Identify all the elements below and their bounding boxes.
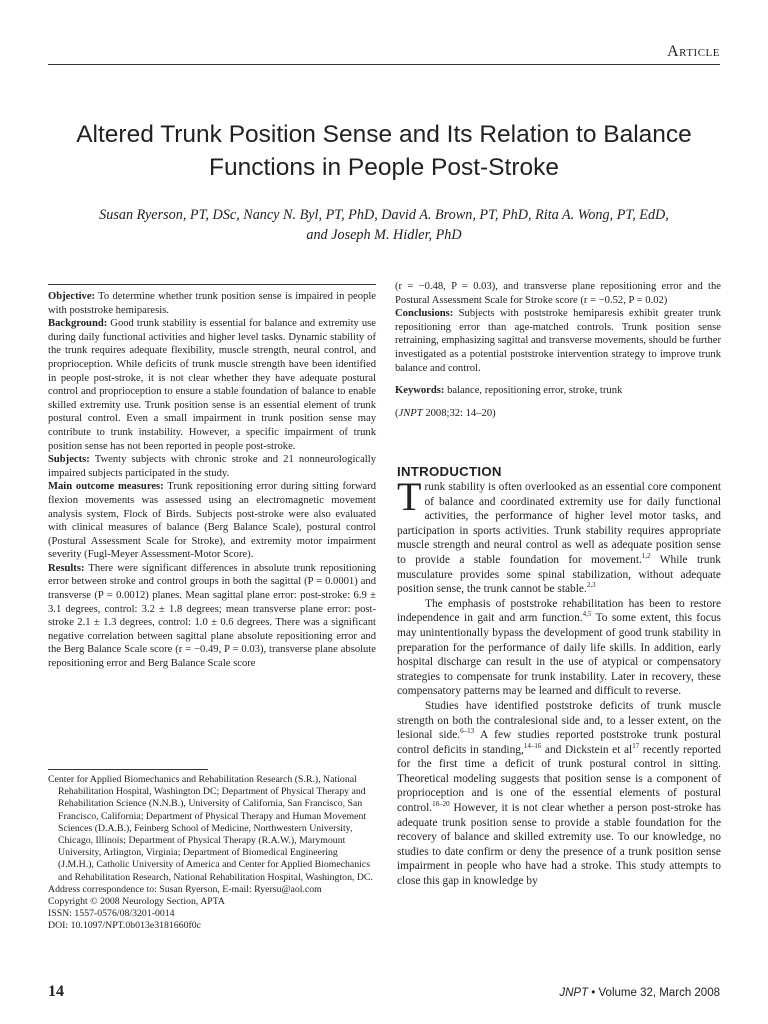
measures-text: Trunk repositioning error during sitting forward flexion movements was assessed using an electromagnetic movement analysis system, Flock of Birds. Subjects post-stroke were also evaluated with clinical measures of balance (Berg Balance Scale), postural control (Postural Assessment Scale for Stroke), and extremity motor impairment severity (Fugl-Meyer Assessment-Motor Score).: [48, 481, 376, 561]
objective-text: To determine whether trunk position sense is impaired in people with poststroke hemiparesis.: [48, 291, 376, 316]
drop-cap: T: [397, 474, 422, 519]
authors-line-1: Susan Ryerson, PT, DSc, Nancy N. Byl, PT, PhD, David A. Brown, PT, PhD, Rita A. Wong, PT, EdD,: [99, 207, 669, 223]
p3-text-b: A few studies reported poststroke trunk postural control deficits in standing,: [397, 729, 721, 756]
p3-text-d: recently reported for the first time a deficit of trunk postural control in sitting. Theoretical modeling suggests that position sense is a component of proprioception and is one of the essential elements of postural control.: [397, 743, 721, 815]
subjects-text: Twenty subjects with chronic stroke and 21 nonneurologically impaired subjects participated in the study.: [48, 454, 376, 479]
p2-text-b: To some extent, this focus may unintentionally bypass the development of good trunk stability in preparation for the performance of daily life skills. In addition, early hospital discharge can result in the use of atypical or compensatory strategies to compensate for trunk instability. Later in recovery, these compensatory patterns may be learned and difficult to reverse.: [397, 612, 721, 698]
measures-label: Main outcome measures:: [48, 481, 164, 493]
title-line-2: Functions in People Post-Stroke: [209, 154, 559, 181]
abstract-conclusions: [395, 307, 721, 375]
affiliations: [48, 774, 376, 933]
correspondence: Address correspondence to: Susan Ryerson, E-mail: Ryersu@aol.com: [48, 883, 322, 895]
abstract-objective: [48, 290, 376, 317]
background-label: Background:: [48, 318, 108, 330]
citation-open: (: [395, 407, 399, 419]
affiliation-text: Center for Applied Biomechanics and Rehabilitation Research (S.R.), National Rehabilitation Hospital, Washington DC; Department of Physical Therapy and Rehabilitation Science (N.N.B.), University of California, San Francisco, San Francisco, California; Department of Physical Therapy and Human Movement Sciences (D.A.B.), Feinberg School of Medicine, Northwestern University, Chicago, Illinois; Department of Physical Therapy (R.A.W.), Marymount University, Arlington, Virginia; Department of Biomedical Engineering (J.M.H.), Catholic University of America and Center for Applied Biomechanics and Rehabilitation Research, National Rehabilitation Hospital, Washington, DC.: [48, 774, 373, 883]
p1-ref-2: 2,3: [586, 581, 596, 590]
citation: [395, 407, 721, 421]
p1-ref-1: 1,2: [641, 552, 651, 561]
article-title: [48, 118, 720, 184]
p3-text-c: and Dickstein et al: [541, 743, 633, 756]
results-text: There were significant differences in absolute trunk repositioning error between stroke and control groups in both the sagittal (P = 0.0001) and transverse (P = 0.0012) planes. Mean sagittal plane error: post-stroke: 6.9 ± 3.1 degrees, control: 3.2 ± 1.8 degrees; mean transverse plane error: post-stroke 2.1 ± 1.3 degrees, control: 1.0 ± 0.6 degrees. There was a significant negative correlation between sagittal plane absolute repositioning error and the Berg Balance Scale score (r = −0.49, P = 0.03), transverse plane absolute repositioning error and Berg Balance Scale score: [48, 562, 376, 670]
citation-rest: 2008;32: 14–20): [422, 407, 496, 419]
copyright: Copyright © 2008 Neurology Section, APTA: [48, 896, 226, 908]
p2-text-a: The emphasis of poststroke rehabilitation has been to restore independence in gait and arm function.: [397, 597, 721, 625]
background-text: Good trunk stability is essential for balance and extremity use during daily functional activities and higher level tasks. Dynamic stability of the trunk requires adequate flexibility, muscle strength, neural control, and proprioception. While deficits of trunk muscle strength have been identified in people post-stroke, it is not clear whether they have adequate postural control and proprioception to ensure a stable foundation of balance to enable skilled extremity use. Trunk position sense is an essential element of trunk postural control. Even a small impairment in trunk position sense may contribute to trunk instability. However, a specific impairment of trunk position sense has not been reported in people post-stroke.: [48, 318, 376, 452]
p3-ref-2: 14–16: [523, 741, 542, 750]
issn: ISSN: 1557-0576/08/3201-0014: [48, 908, 175, 920]
abstract-background: [48, 317, 376, 453]
keywords-text: balance, repositioning error, stroke, trunk: [444, 385, 623, 397]
abstract-subjects: [48, 453, 376, 480]
subjects-label: Subjects:: [48, 454, 90, 466]
section-label: Article: [667, 43, 720, 60]
p3-ref-3: 17: [632, 741, 640, 750]
title-line-1: Altered Trunk Position Sense and Its Relation to Balance: [76, 121, 692, 148]
journal-footer: [559, 987, 720, 999]
conclusions-text: Subjects with poststroke hemiparesis exhibit greater trunk repositioning error than age-matched controls. Trunk position sense retraining, emphasizing sagittal and transverse movements, should be further investigated as a potential poststroke intervention strategy to improve trunk balance and control.: [395, 308, 721, 374]
abstract-left: [48, 290, 376, 671]
objective-label: Objective:: [48, 291, 96, 302]
keywords-label: Keywords:: [395, 385, 445, 397]
footnote-rule: [48, 769, 208, 770]
keywords: [395, 384, 721, 398]
p1-text-b: While trunk musculature provides some spinal stabilization, without adequate position sense, the trunk cannot be stable.: [397, 553, 721, 596]
intro-paragraph-2: [397, 597, 721, 699]
authors-line-2: and Joseph M. Hidler, PhD: [306, 227, 462, 243]
conclusions-label: Conclusions:: [395, 308, 454, 320]
results-label: Results:: [48, 562, 85, 574]
header-rule: [48, 64, 720, 65]
abstract-results: [48, 562, 376, 671]
footer-issue: • Volume 32, March 2008: [588, 987, 720, 999]
citation-journal: JNPT: [398, 407, 423, 419]
p3-ref-1: 6–13: [460, 727, 475, 736]
p3-text-a: Studies have identified poststroke deficits of trunk muscle strength on both the contralesional side and, to a lesser extent, on the lesional side.: [397, 699, 721, 742]
abstract-right: [395, 280, 721, 420]
abstract-measures: [48, 480, 376, 562]
results-continued: (r = −0.48, P = 0.03), and transverse plane repositioning error and the Postural Assessment Scale for Stroke score (r = −0.52, P = 0.02): [395, 281, 721, 306]
footer-journal-name: JNPT: [559, 987, 589, 999]
introduction-body: [397, 474, 721, 889]
doi: DOI: 10.1097/NPT.0b013e3181660f0c: [48, 920, 202, 932]
p3-ref-4: 18–20: [432, 800, 450, 809]
p3-text-e: However, it is not clear whether a person post-stroke has adequate trunk position sense to provide a stable foundation for the recovery of balance and skilled extremity use. To our knowledge, no studies to date confirm or deny the presence of a trunk position sense impairment in people who have had a stroke. This study attempts to close this gap in knowledge by: [397, 802, 721, 888]
introduction-heading: INTRODUCTION: [397, 464, 502, 479]
author-list: [48, 205, 720, 245]
intro-paragraph-3: [397, 699, 721, 889]
p2-ref-1: 4,5: [582, 610, 592, 619]
intro-paragraph-1: [397, 474, 721, 597]
page-number: 14: [48, 983, 64, 1000]
p1-text-a: runk stability is often overlooked as an essential core component of balance and coordinated extremity use for daily functional activities, the performance of higher level motor tasks, and participation in sports activities. Trunk stability requires appropriate muscle strength and neural control as well as adequate position sense to provide a stable foundation for movement.: [397, 481, 721, 566]
abstract-top-rule: [48, 284, 376, 285]
